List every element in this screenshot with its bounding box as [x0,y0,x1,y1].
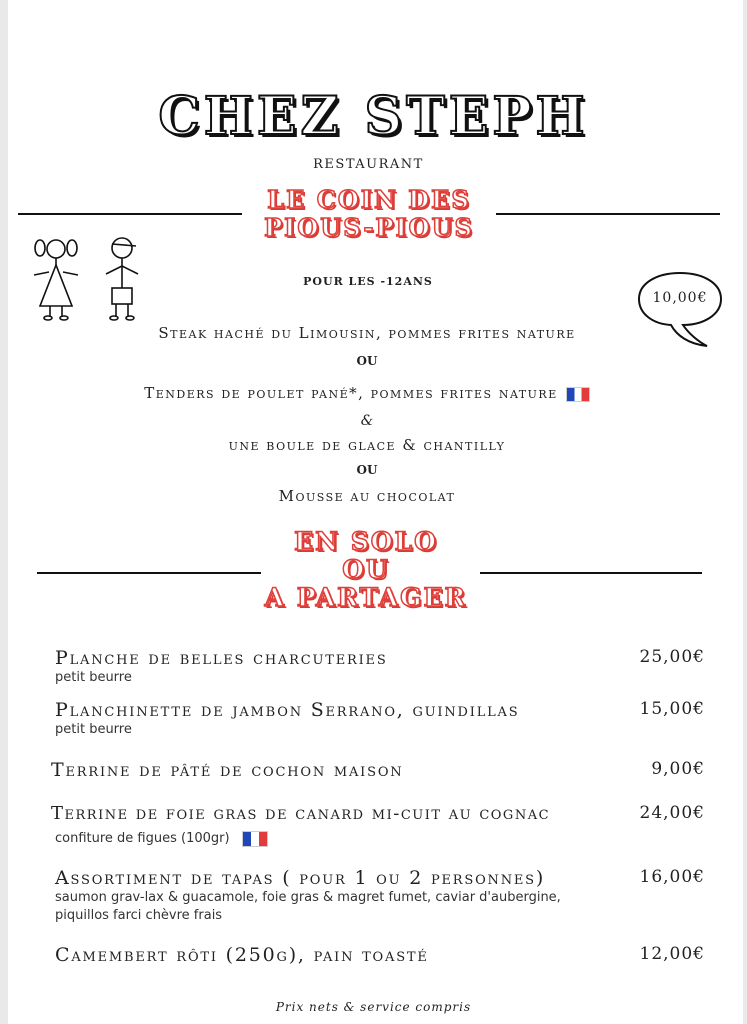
restaurant-subtitle: RESTAURANT [313,157,424,172]
france-flag-icon [242,831,268,847]
item-name: Terrine de pâté de cochon maison [51,759,404,781]
kids-line-2-text: Tenders de poulet pané*, pommes frites nature [144,384,558,402]
kids-age-label: POUR LES -12ANS [303,275,433,288]
item-price: 9,00€ [651,759,705,779]
item-desc [55,830,705,848]
kids-section-title [238,186,500,242]
france-flag-icon [566,387,590,402]
divider-left [18,213,242,215]
item-desc: petit beurre [55,722,132,737]
divider-left-2 [37,572,261,574]
kids-figures-icon [28,232,158,324]
item-price: 15,00€ [639,699,705,719]
item-desc-text: confiture de figues (100gr) [55,831,230,846]
menu-item [51,803,705,848]
kids-line-4: Mousse au chocolat [278,487,456,505]
divider-right [496,213,720,215]
item-desc: petit beurre [55,670,132,685]
restaurant-title: CHEZ STEPH [158,86,589,147]
kids-menu-price: 10,00€ [652,290,708,306]
item-desc: saumon grav-lax & guacamole, foie gras & magret fumet, caviar d'aubergine, piquillos farci chèvre frais [55,890,561,923]
kids-line-3: une boule de glace & chantilly [228,436,506,454]
item-price: 24,00€ [639,803,705,823]
menu-item [51,759,705,781]
item-name: Planchinette de jambon Serrano, guindillas [55,699,520,721]
item-price: 12,00€ [639,944,705,964]
kids-and: & [360,413,374,429]
item-price: 25,00€ [639,647,705,667]
item-name: Assortiment de tapas ( pour 1 ou 2 personnes) [55,867,546,889]
footer-note: Prix nets & service compris [275,1000,472,1014]
menu-item [55,647,705,687]
kids-title-line1: LE COIN DES [267,185,471,214]
kids-line-2 [40,384,694,402]
kids-or-1: OU [356,354,378,368]
solo-section-title [236,528,496,612]
menu-item [55,867,705,925]
menu-item [55,944,705,966]
kids-or-2: OU [356,463,378,477]
kids-title-line2: PIOUS-PIOUS [264,213,474,242]
menu-item [55,699,705,739]
item-name: Terrine de foie gras de canard mi-cuit au cognac [51,803,551,824]
item-name: Planche de belles charcuteries [55,647,388,669]
solo-title-line2: OU [342,555,390,584]
divider-right-2 [480,572,702,574]
solo-title-line3: A PARTAGER [264,583,468,612]
item-price: 16,00€ [639,867,705,887]
item-name: Camembert rôti (250g), pain toasté [55,944,429,966]
kids-line-1: Steak haché du Limousin, pommes frites nature [158,324,576,342]
solo-title-line1: EN SOLO [294,527,438,556]
